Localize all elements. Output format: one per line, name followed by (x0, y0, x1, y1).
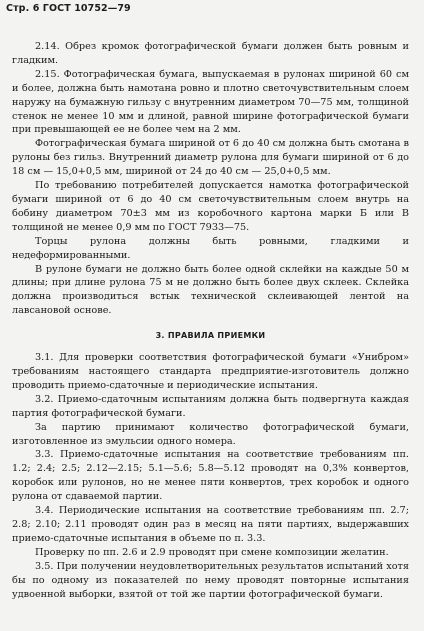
paragraph-winding: По требованию потребителей допускается намотка фотографической бумаги шириной от 6 до 40 см светочувствительным слоем внутрь на бобину диаметром 70±3 мм из коробочного картона марки Б или В толщиной не менее 0,9 мм по ГОСТ 7933—75. (12, 180, 409, 233)
paragraph-2-15: 2.15. Фотографическая бумага, выпускаемая в рулонах шириной 60 см и более, должна быть намотана ровно и плотно светочувствительным слоем наружу на бумажную гильзу с внутренним диаметром 70—75 мм, толщиной стенок не менее 10 мм и длиной, равной ширине фотографической бумаги при превышающей ее не более чем на 2 мм. (12, 68, 409, 136)
paragraph-3-2: 3.2. Приемо-сдаточным испытаниям должна быть подвергнута каждая партия фотографической бумаги. (12, 393, 409, 419)
paragraph-2-14: 2.14. Обрез кромок фотографической бумаги должен быть ровным и гладким. (12, 41, 409, 66)
paragraph-roll-ends: Торцы рулона должны быть ровными, гладкими и недеформированными. (12, 235, 409, 261)
paragraph-batch: За партию принимают количество фотографической бумаги, изготовленное из эмульсии одного номера. (12, 421, 409, 447)
paragraph-3-1: 3.1. Для проверки соответствия фотографической бумаги «Унибром» требованиям настоящего стандарта предприятие-изготовитель должно проводить приемо-сдаточные и периодические испытания. (12, 352, 409, 391)
page-header: Стр. 6 ГОСТ 10752—79 (6, 3, 131, 14)
document-body (12, 40, 409, 601)
paragraph-roll-width: Фотографическая бумага шириной от 6 до 40 см должна быть смотана в рулоны без гильз. Внутренний диаметр рулона для бумаги шириной от 6 до 18 см — 15,0+0,5 мм, шириной от 24 до 40 см — 25,0+0,5 мм. (12, 138, 409, 178)
paragraph-3-5: 3.5. При получении неудовлетворительных результатов испытаний хотя бы по одному из показателей по нему проводят повторные испытания удвоенной выборки, взятой от той же партии фотографической бумаги. (12, 560, 409, 600)
paragraph-splices: В рулоне бумаги не должно быть более одной склейки на каждые 50 м длины; при длине рулона 75 м не должно быть более двух склеек. Склейка должна производиться встык технической склеивающей лентой на лавсановой основе. (12, 263, 409, 317)
paragraph-3-4: 3.4. Периодические испытания на соответствие требованиям пп. 2.7; 2.8; 2.10; 2.11 проводят один раз в месяц на пяти партиях, выдержавших приемо-сдаточные испытания в объеме по п. 3.3. (12, 505, 409, 544)
paragraph-3-3: 3.3. Приемо-сдаточные испытания на соответствие требованиям пп. 1.2; 2.4; 2.5; 2.12—2.15; 5.1—5.6; 5.8—5.12 проводят на 0,3% конвертов, коробок или рулонов, но не менее пяти конвертов, трех коробок и одного рулона от сдаваемой партии. (12, 449, 409, 503)
section-title: 3. ПРАВИЛА ПРИЕМКИ (155, 331, 266, 341)
paragraph-check: Проверку по пп. 2.6 и 2.9 проводят при смене композиции желатин. (35, 546, 389, 558)
